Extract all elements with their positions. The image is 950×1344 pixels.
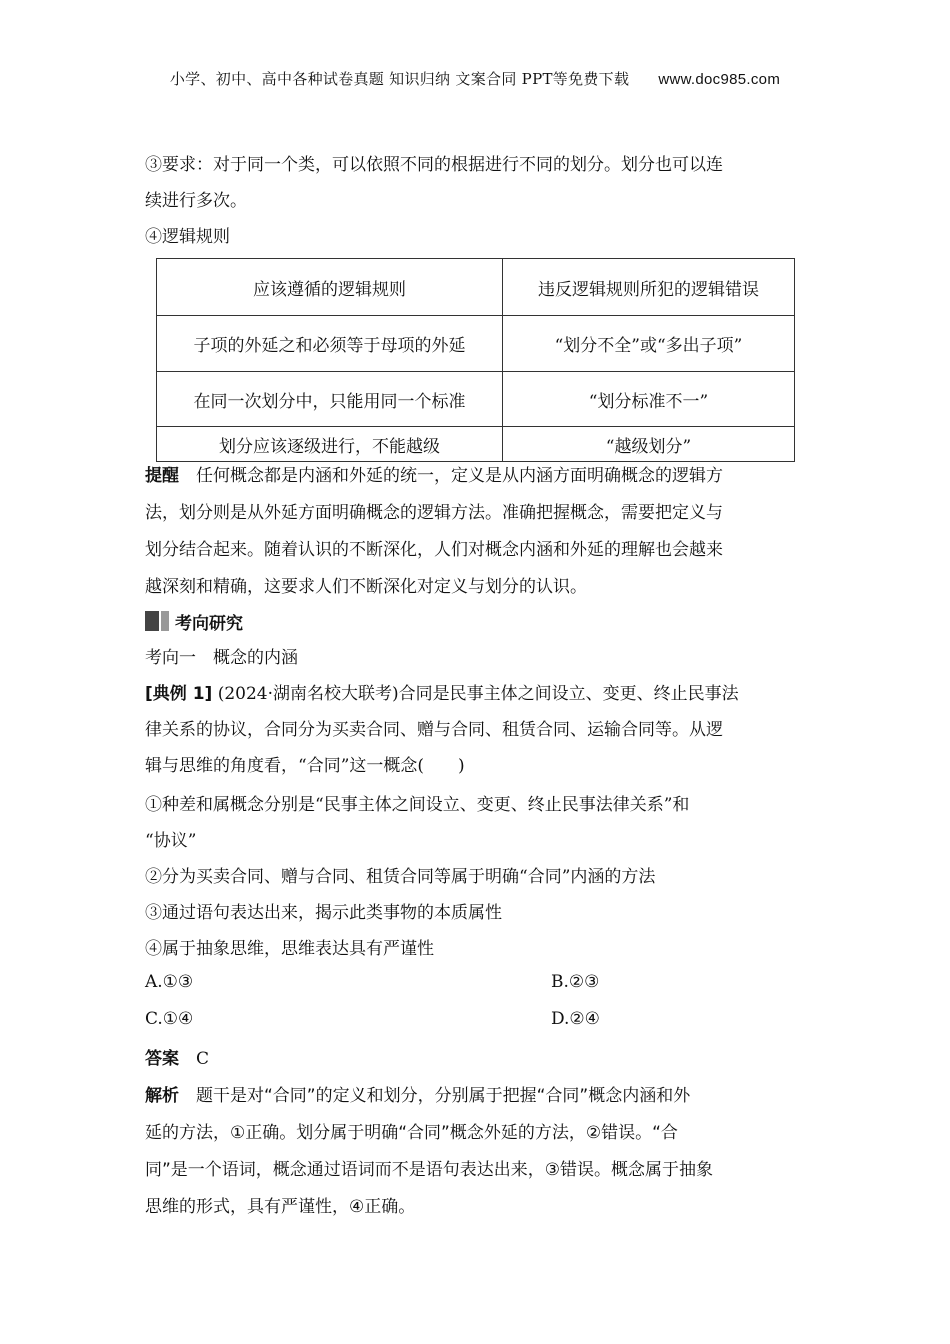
table-cell: 在同一次划分中，只能用同一个标准 [157,372,503,427]
table-row [157,316,795,372]
example-line-2: 律关系的协议，合同分为买卖合同、赠与合同、租赁合同、运输合同等。从逻 [145,720,723,740]
header-url: www.doc985.com [658,71,781,88]
reminder-text-1: 任何概念都是内涵和外延的统一，定义是从内涵方面明确概念的逻辑方 [196,466,723,486]
analysis-line-2: 延的方法，①正确。划分属于明确“合同”概念外延的方法，②错误。“合 [145,1123,678,1143]
example-source: (2024·湖南名校大联考) [217,684,399,704]
reminder-label: 提醒 [145,466,179,486]
statement-2: ②分为买卖合同、赠与合同、租赁合同等属于明确“合同”内涵的方法 [145,867,656,887]
page-header [0,68,950,89]
table-header-cell: 应该遵循的逻辑规则 [157,259,503,316]
statement-1: ①种差和属概念分别是“民事主体之间设立、变更、终止民事法律关系”和 [145,795,690,815]
example-line-3: 辑与思维的角度看，“合同”这一概念( ) [145,756,465,776]
example-line-1 [145,678,810,710]
section-title: 考向研究 [175,613,243,634]
table-header-row [157,259,795,316]
table-header-cell: 违反逻辑规则所犯的逻辑错误 [503,259,795,316]
table-row [157,372,795,427]
reminder-line-3: 划分结合起来。随着认识的不断深化，人们对概念内涵和外延的理解也会越来 [145,540,723,560]
section-subtitle: 考向一 概念的内涵 [145,648,298,668]
example-text-1: 合同是民事主体之间设立、变更、终止民事法 [398,684,739,704]
statement-4: ④属于抽象思维，思维表达具有严谨性 [145,939,434,959]
answer-value: C [196,1049,210,1069]
analysis-line-4: 思维的形式，具有严谨性，④正确。 [145,1197,416,1217]
reminder-line-4: 越深刻和精确，这要求人们不断深化对定义与划分的认识。 [145,577,587,597]
option-d: D.②④ [551,1009,600,1029]
section-heading [145,608,243,634]
answer-label: 答案 [145,1049,179,1069]
rules-table [156,258,795,462]
reminder-line-2: 法，划分则是从外延方面明确概念的逻辑方法。准确把握概念，需要把定义与 [145,503,723,523]
statement-3: ③通过语句表达出来，揭示此类事物的本质属性 [145,903,502,923]
table-cell: 子项的外延之和必须等于母项的外延 [157,316,503,372]
section-marker-icon [145,611,159,631]
intro-line-1: ③要求：对于同一个类，可以依照不同的根据进行不同的划分。划分也可以连 [145,155,723,175]
option-b: B.②③ [551,972,600,992]
table-cell: “划分不全”或“多出子项” [503,316,795,372]
option-a: A.①③ [145,972,194,992]
table-row [157,427,795,462]
answer-line [145,1043,810,1075]
analysis-text-1: 题干是对“合同”的定义和划分，分别属于把握“合同”概念内涵和外 [196,1086,691,1106]
analysis-line-3: 同”是一个语词，概念通过语词而不是语句表达出来，③错误。概念属于抽象 [145,1160,714,1180]
header-text: 小学、初中、高中各种试卷真题 知识归纳 文案合同 PPT等免费下载 [169,70,630,88]
table-cell: “越级划分” [503,427,795,462]
analysis-line-1 [145,1080,810,1112]
table-cell: 划分应该逐级进行，不能越级 [157,427,503,462]
analysis-label: 解析 [145,1086,179,1106]
section-marker-shade-icon [161,611,169,631]
reminder-line-1 [145,460,810,492]
example-tag: [典例 1] [145,684,213,704]
intro-line-2: 续进行多次。 [145,191,247,211]
table-cell: “划分标准不一” [503,372,795,427]
rules-heading: ④逻辑规则 [145,227,230,247]
option-c: C.①④ [145,1009,194,1029]
statement-1-cont: “协议” [145,831,197,851]
